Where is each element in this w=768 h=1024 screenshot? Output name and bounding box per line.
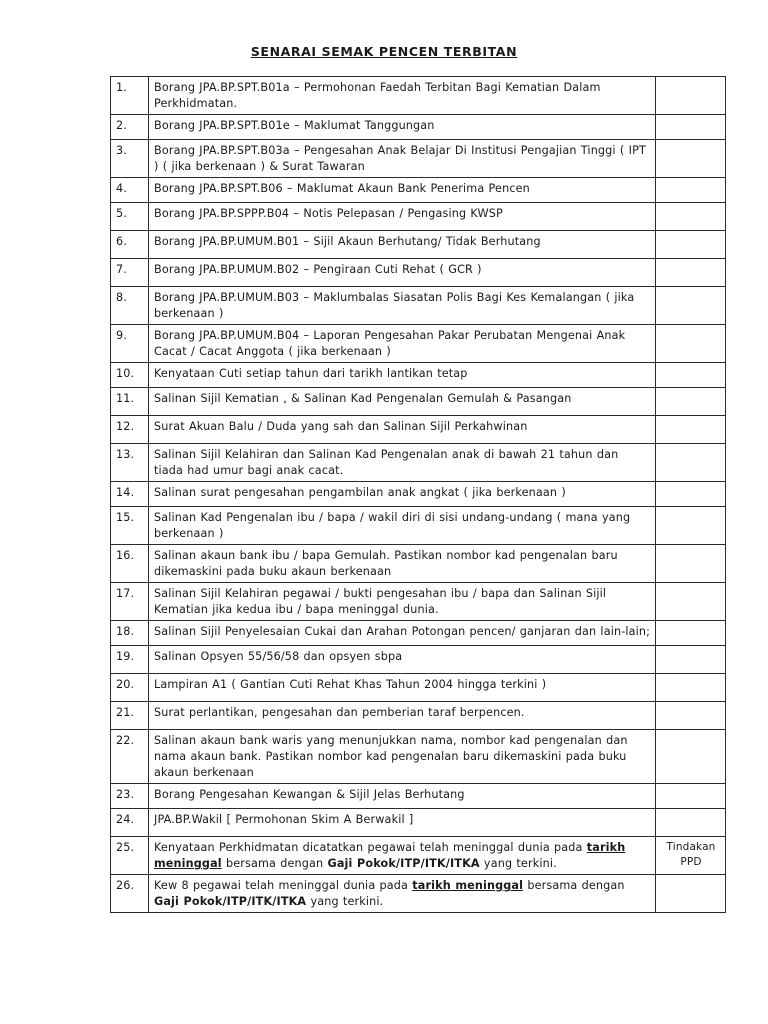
row-description [149,875,656,913]
row-description [149,837,656,875]
table-row [111,325,726,363]
table-row [111,140,726,178]
table-row [111,231,726,259]
checklist-table [110,76,726,913]
row-number: 14. [111,482,149,507]
check-cell [656,287,726,325]
row-description: Salinan Opsyen 55/56/58 dan opsyen sbpa [149,646,656,674]
row-description: Salinan akaun bank waris yang menunjukkan nama, nombor kad pengenalan dan nama akaun bank. Pastikan nombor kad pengenalan baru dikemaskini pada buku akaun berkenaan [149,730,656,784]
row-number: 9. [111,325,149,363]
row-description: Borang JPA.BP.UMUM.B03 – Maklumbalas Siasatan Polis Bagi Kes Kemalangan ( jika berkenaan ) [149,287,656,325]
row-number: 16. [111,545,149,583]
table-row [111,730,726,784]
row-description: Borang JPA.BP.UMUM.B02 – Pengiraan Cuti Rehat ( GCR ) [149,259,656,287]
check-cell [656,115,726,140]
table-row [111,388,726,416]
row-description: Borang JPA.BP.SPT.B01a – Permohonan Faedah Terbitan Bagi Kematian Dalam Perkhidmatan. [149,77,656,115]
check-cell [656,203,726,231]
table-row [111,837,726,875]
row-number: 20. [111,674,149,702]
check-cell [656,730,726,784]
row-number: 18. [111,621,149,646]
emphasis-salary: Gaji Pokok/ITP/ITK/ITKA [327,857,480,870]
checklist-body [111,77,726,837]
row-description: Salinan Kad Pengenalan ibu / bapa / wakil diri di sisi undang-undang ( mana yang berkenaan ) [149,507,656,545]
table-row [111,545,726,583]
check-cell [656,545,726,583]
row-number: 23. [111,784,149,809]
row-number: 19. [111,646,149,674]
row-number: 25. [111,837,149,875]
check-cell [656,646,726,674]
row-number: 8. [111,287,149,325]
checklist-body-special [111,837,726,913]
table-row [111,259,726,287]
row-description: Borang JPA.BP.SPPP.B04 – Notis Pelepasan / Pengasing KWSP [149,203,656,231]
table-row [111,178,726,203]
table-row [111,646,726,674]
row-description: Borang JPA.BP.SPT.B03a – Pengesahan Anak Belajar Di Institusi Pengajian Tinggi ( IPT ) ( jika berkenaan ) & Surat Tawaran [149,140,656,178]
row-description: Salinan Sijil Penyelesaian Cukai dan Arahan Potongan pencen/ ganjaran dan lain-lain; [149,621,656,646]
row-description: Surat Akuan Balu / Duda yang sah dan Salinan Sijil Perkahwinan [149,416,656,444]
check-cell [656,507,726,545]
check-cell [656,259,726,287]
check-cell [656,837,726,875]
table-row [111,784,726,809]
row-description: Borang JPA.BP.UMUM.B04 – Laporan Pengesahan Pakar Perubatan Mengenai Anak Cacat / Cacat Anggota ( jika berkenaan ) [149,325,656,363]
row-number: 4. [111,178,149,203]
check-cell [656,140,726,178]
check-cell [656,621,726,646]
check-cell [656,388,726,416]
row-number: 3. [111,140,149,178]
row-number: 11. [111,388,149,416]
table-row [111,583,726,621]
check-cell [656,444,726,482]
row-description: Surat perlantikan, pengesahan dan pemberian taraf berpencen. [149,702,656,730]
row-description: Lampiran A1 ( Gantian Cuti Rehat Khas Tahun 2004 hingga terkini ) [149,674,656,702]
table-row [111,621,726,646]
row-description: Kenyataan Cuti setiap tahun dari tarikh lantikan tetap [149,363,656,388]
emphasis-date: tarikh meninggal [154,841,626,870]
check-cell [656,875,726,913]
check-cell [656,77,726,115]
table-row [111,77,726,115]
row-number: 6. [111,231,149,259]
row-number: 7. [111,259,149,287]
check-cell [656,482,726,507]
row-text: yang terkini. [306,895,384,908]
row-description: Salinan akaun bank ibu / bapa Gemulah. Pastikan nombor kad pengenalan baru dikemaskini pada buku akaun berkenaan [149,545,656,583]
row-description: Salinan Sijil Kelahiran pegawai / bukti pengesahan ibu / bapa dan Salinan Sijil Kematian jika kedua ibu / bapa meninggal dunia. [149,583,656,621]
check-cell [656,674,726,702]
table-row [111,287,726,325]
row-text: bersama dengan [523,879,625,892]
row-number: 12. [111,416,149,444]
table-row [111,482,726,507]
check-cell [656,784,726,809]
row-number: 24. [111,809,149,837]
page-title: SENARAI SEMAK PENCEN TERBITAN [250,44,518,59]
check-cell [656,809,726,837]
row-number: 15. [111,507,149,545]
row-number: 2. [111,115,149,140]
row-number: 1. [111,77,149,115]
row-text: bersama dengan [221,857,328,870]
row-description: JPA.BP.Wakil [ Permohonan Skim A Berwakil ] [149,809,656,837]
table-row [111,875,726,913]
check-cell [656,702,726,730]
row-description: Salinan Sijil Kelahiran dan Salinan Kad Pengenalan anak di bawah 21 tahun dan tiada had umur bagi anak cacat. [149,444,656,482]
table-row [111,115,726,140]
table-row [111,363,726,388]
emphasis-salary: Gaji Pokok/ITP/ITK/ITKA [154,895,307,908]
table-row [111,809,726,837]
row-description: Borang JPA.BP.SPT.B01e – Maklumat Tanggungan [149,115,656,140]
row-number: 22. [111,730,149,784]
row-description: Salinan Sijil Kematian , & Salinan Kad Pengenalan Gemulah & Pasangan [149,388,656,416]
check-cell [656,416,726,444]
row-number: 26. [111,875,149,913]
check-cell [656,325,726,363]
table-row [111,416,726,444]
row-number: 21. [111,702,149,730]
table-row [111,702,726,730]
row-description: Borang Pengesahan Kewangan & Sijil Jelas Berhutang [149,784,656,809]
table-row [111,507,726,545]
check-cell [656,231,726,259]
table-row [111,444,726,482]
row-number: 5. [111,203,149,231]
row-number: 10. [111,363,149,388]
emphasis-date: tarikh meninggal [412,879,524,892]
row-text: Kenyataan Perkhidmatan dicatatkan pegawai telah meninggal dunia pada [154,841,587,854]
table-row [111,674,726,702]
row-description: Salinan surat pengesahan pengambilan anak angkat ( jika berkenaan ) [149,482,656,507]
row-number: 17. [111,583,149,621]
row-text: Kew 8 pegawai telah meninggal dunia pada [154,879,413,892]
table-row [111,203,726,231]
row-text: yang terkini. [479,857,557,870]
check-cell [656,583,726,621]
row-description: Borang JPA.BP.SPT.B06 – Maklumat Akaun Bank Penerima Pencen [149,178,656,203]
row-number: 13. [111,444,149,482]
remark-text: Tindakan PPD [666,841,716,868]
check-cell [656,363,726,388]
row-description: Borang JPA.BP.UMUM.B01 – Sijil Akaun Berhutang/ Tidak Berhutang [149,231,656,259]
check-cell [656,178,726,203]
